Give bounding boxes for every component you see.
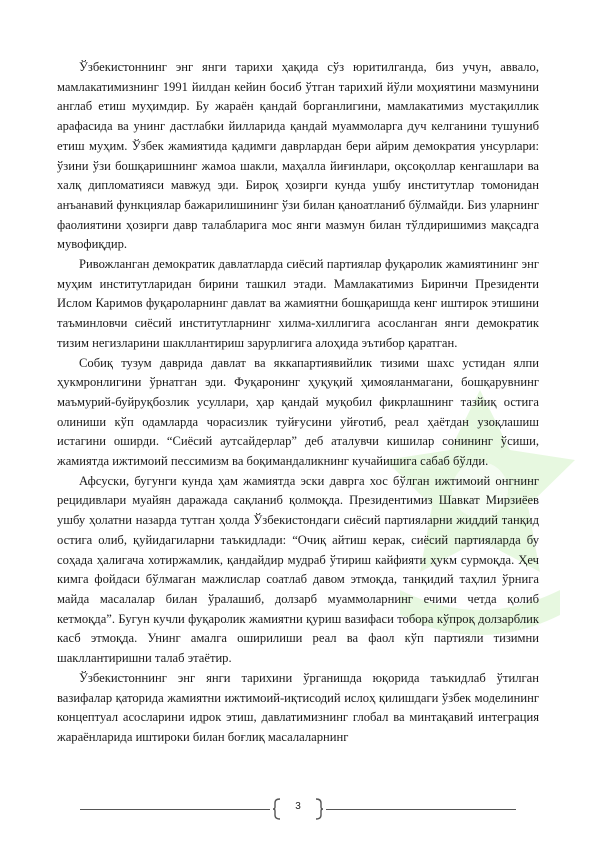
body-text bbox=[57, 58, 539, 748]
paragraph: Ўзбекистоннинг энг янги тарихи ҳақида сўз юритилганда, биз учун, аввало, мамлакатимизнинг 1991 йилдан кейин босиб ўтган тарихий йўли моҳиятини мазмунини англаб етиш муҳимдир. Бу жараён қандай борганлигини, мамлакатимиз мустақиллик арафасида ва унинг дастлабки йилларида қандай муаммоларга дуч келганини тушуниб етиш муҳим. Ўзбек жамиятида қадимги даврлардан бери айрим демократия унсурлари: ўзини ўзи бошқаришнинг жамоа шакли, маҳалла йиғинлари, оқсоқоллар кенгашлари ва халқ дипломатияси мавжуд эди. Бироқ ҳозирги кунда ушбу институтлар томонидан анъанавий функциялар бажарилишининг ўзи билан қаноатланиб бўлмайди. Биз уларнинг фаолиятини ҳозирги давр талабларига мос янги мазмун билан тўлдиришимиз мақсадга мувофиқдир. bbox=[57, 60, 539, 252]
footer-rule-right bbox=[326, 809, 516, 810]
page-footer bbox=[80, 796, 516, 824]
paragraph: Афсуски, бугунги кунда ҳам жамиятда эски даврга хос бўлган ижтимоий онгнинг рецидивлари муайян даражада сақланиб қолмоқда. Президентимиз Шавкат Мирзиёев ушбу ҳолатни назарда тутган ҳолда Ўзбекистондаги сиёсий партияларни жиддий танқид остига олиб, қуйидагиларни таъкидлади: “Очиқ айтиш керак, сиёсий партияларда бу соҳада ҳалигача хотиржамлик, қандайдир мудраб ўтириш кайфияти ҳукм сурмоқда. Ҳеч кимга фойдаси бўлмаган мажлислар соатлаб давом этмоқда, танқидий таҳлил ўрнига майда масалалар билан ўралашиб, долзарб муаммоларнинг ечими четда қолиб кетмоқда”. Бугун кучли фуқаролик жамиятни қуриш вазифаси тобора кўпроқ долзарблик касб этмоқда. Унинг амалга оширилиши реал ва фаол кўп партияли тизимни шакллантиришни талаб этаётир. bbox=[57, 473, 539, 666]
page-number: 3 bbox=[295, 801, 301, 812]
paragraph: Собиқ тузум даврида давлат ва яккапартиявийлик тизими шахс устидан ялпи ҳукмронлигини ўрнатган эди. Фуқаронинг ҳуқуқий ҳимояланмагани, бошқарувнинг маъмурий-буйруқбозлик усуллари, ҳар қандай муқобил фикрлашнинг тазйиқ остига олиниши кўп одамларда чорасизлик туйғусини уйғотиб, реал ҳаётдан узоқлашиш истагини оширди. “Сиёсий аутсайдерлар” деб аталувчи кишилар сонининг ўсиши, жамиятда ижтимоий пессимизм ва боқимандаликнинг кучайишига сабаб бўлди. bbox=[57, 355, 539, 469]
paragraph: Ривожланган демократик давлатларда сиёсий партиялар фуқаролик жамиятининг энг муҳим институтларидан бирини ташкил этади. Мамлакатимиз Биринчи Президенти Ислом Каримов фуқароларнинг давлат ва жамиятни бошқаришда кенг иштирок этишини таъминловчи сиёсий институтларнинг хилма-хиллигига асосланган янги демократик тизим негизларини шакллантириш зарурлигига алоҳида эътибор қаратган. bbox=[57, 257, 539, 350]
paragraph: Ўзбекистоннинг энг янги тарихини ўрганишда юқорида таъкидлаб ўтилган вазифалар қаторида жамиятни ижтимоий-иқтисодий ислоҳ қилишдаги ўзбек моделининг концептуал асосларини идрок этиш, давлатимизнинг глобал ва минтақавий интеграция жараёнларида иштироки билан боғлиқ масалаларнинг bbox=[57, 670, 539, 744]
right-bracket-icon bbox=[314, 798, 324, 820]
